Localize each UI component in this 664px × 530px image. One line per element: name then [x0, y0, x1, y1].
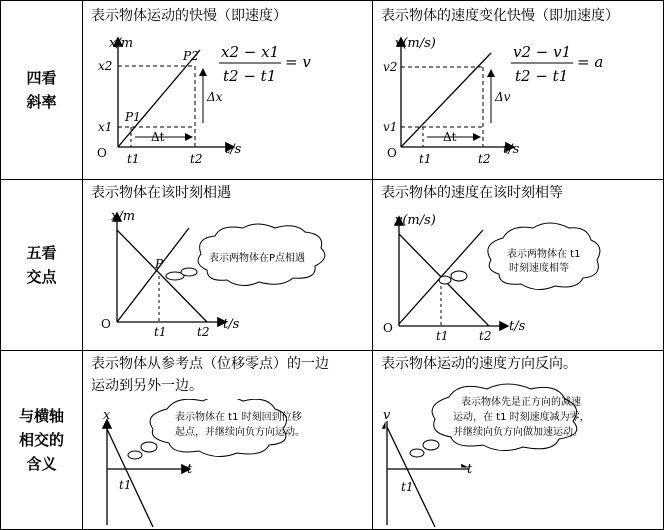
x-tick-t1: t1 — [401, 480, 414, 494]
cell-slope-vt — [372, 0, 664, 180]
point-p: P — [155, 257, 164, 271]
cell-crossing-xt — [82, 350, 373, 530]
bubble-text: 表示物体先是正方向的减速 — [461, 397, 581, 408]
row-header-slope — [0, 0, 83, 180]
delta-t-label: Δt — [151, 130, 165, 144]
delta-t-label: Δt — [443, 130, 457, 144]
x-tick-t1: t1 — [419, 152, 432, 166]
delta-x-label: Δx — [207, 90, 223, 104]
x-tick-t1: t1 — [436, 329, 449, 343]
bubble-text: 表示两物体在 t1 — [507, 249, 581, 260]
row-header-intersection — [0, 179, 83, 351]
formula-denominator: t2 − t1 — [515, 67, 569, 85]
bubble-text: 表示物体在 t1 时刻回到位移 — [175, 412, 302, 423]
thought-bubble-small — [423, 440, 439, 450]
cell-description: 表示物体在该时刻相遇 — [91, 185, 231, 201]
cell-slope-xt — [82, 0, 373, 180]
vt-intersection-graph — [373, 204, 663, 350]
x-axis-label: t/s — [225, 142, 242, 157]
y-axis-label: x/m — [109, 36, 134, 51]
origin-label: O — [101, 317, 111, 331]
bubble-text: 时刻速度相等 — [509, 263, 569, 274]
x-axis-label: t — [467, 462, 473, 477]
xt-intersection-graph — [83, 204, 372, 350]
row-header-line: 交点 — [26, 268, 57, 286]
bubble-text: 起点，并继续向负方向运动。 — [175, 427, 305, 438]
cell-description: 表示物体运动的速度方向反向。 — [381, 356, 577, 372]
delta-v-label: Δv — [495, 90, 511, 104]
cell-description: 表示物体的速度变化快慢（即加速度） — [381, 8, 619, 24]
origin-label: O — [387, 146, 397, 160]
formula-numerator: x2 − x1 — [221, 43, 280, 61]
bubble-text: 表示两物体在P点相遇 — [209, 253, 306, 264]
thought-bubble-small — [181, 268, 197, 276]
x-tick-t2: t2 — [190, 152, 203, 166]
x-axis-label: t/s — [503, 142, 520, 157]
cell-description-line: 表示物体从参考点（位移零点）的一边 — [91, 356, 329, 372]
thought-bubble-small — [410, 449, 424, 457]
formula-rhs: = a — [577, 53, 604, 71]
xt-slope-graph — [83, 27, 372, 177]
formula-rhs: = v — [285, 53, 311, 71]
y-axis-label: x — [103, 408, 111, 423]
thought-bubble-small — [439, 276, 451, 284]
bubble-text: 运动，在 t1 时刻速度减为零， — [453, 412, 590, 423]
cell-description-line: 运动到另外一边。 — [91, 378, 203, 394]
x-tick-t2: t2 — [197, 325, 210, 339]
cell-intersection-xt — [82, 179, 373, 351]
row-header-line: 含义 — [26, 455, 57, 473]
row-header-line: 斜率 — [26, 93, 57, 111]
vt-slope-graph — [373, 27, 663, 177]
row-header-line: 与横轴 — [18, 407, 64, 425]
y-axis-label: v(m/s) — [395, 36, 436, 51]
row-header-line: 相交的 — [18, 431, 64, 449]
y-tick-v1: v1 — [383, 120, 398, 134]
cell-intersection-vt — [372, 179, 664, 351]
x-axis-label: t/s — [509, 319, 526, 334]
x-tick-t2: t2 — [478, 152, 491, 166]
x-axis-label: t — [187, 462, 193, 477]
row-header-line: 四看 — [26, 69, 57, 87]
cell-crossing-vt — [372, 350, 664, 530]
formula-numerator: v2 − v1 — [513, 43, 572, 61]
x-axis-label: t/s — [223, 317, 240, 332]
xt-crossing-graph — [83, 399, 372, 529]
y-tick-x2: x2 — [98, 59, 113, 73]
origin-label: O — [383, 321, 393, 335]
point-p1: P1 — [125, 110, 141, 124]
bubble-text: 并继续向负方向做加速运动。 — [453, 427, 583, 438]
cell-description: 表示物体的速度在该时刻相等 — [381, 185, 563, 201]
x-tick-t1: t1 — [154, 325, 167, 339]
formula-denominator: t2 − t1 — [223, 67, 277, 85]
cell-description: 表示物体运动的快慢（即速度） — [91, 8, 287, 24]
x-tick-t1: t1 — [119, 478, 132, 492]
thought-bubble-small — [451, 271, 467, 281]
thought-bubble-small — [141, 442, 157, 452]
x-tick-t1: t1 — [127, 152, 140, 166]
row-header-line: 五看 — [26, 244, 57, 262]
vt-crossing-graph — [373, 379, 663, 529]
point-p2: P2 — [183, 49, 199, 63]
row-header-axis-crossing — [0, 350, 83, 530]
y-tick-x1: x1 — [98, 120, 113, 134]
y-axis-label: v(m/s) — [395, 213, 436, 228]
x-tick-t2: t2 — [479, 329, 492, 343]
y-axis-label: x/m — [111, 209, 136, 224]
y-axis-label: v — [383, 408, 391, 423]
origin-label: O — [97, 146, 107, 160]
thought-bubble-small — [128, 451, 142, 459]
y-tick-v2: v2 — [383, 60, 398, 74]
